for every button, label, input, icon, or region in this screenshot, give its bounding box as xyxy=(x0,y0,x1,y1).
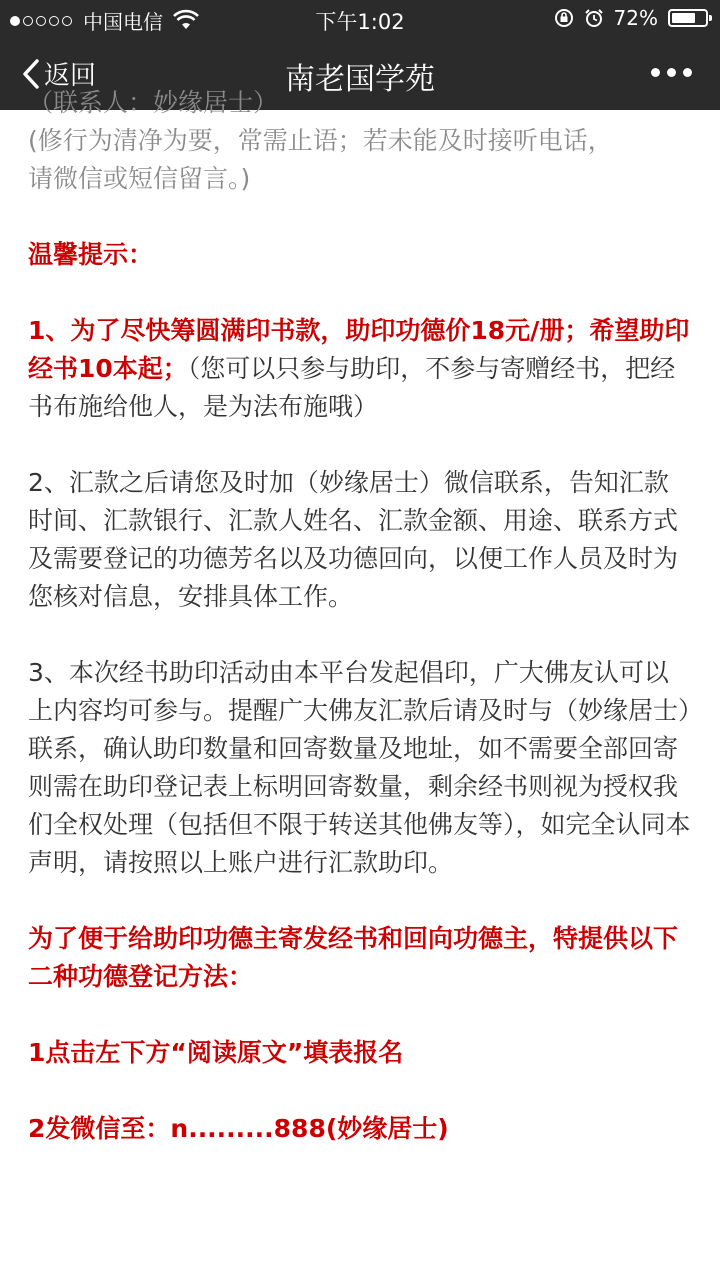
page-title: 南老国学苑 xyxy=(285,62,435,97)
tip-heading: 温馨提示： xyxy=(28,240,154,269)
gray-note: (修行为清净为要，常需止语；若未能及时接听电话， 请微信或短信留言。) xyxy=(28,126,613,193)
more-dot-icon xyxy=(667,68,676,77)
alarm-icon xyxy=(584,8,604,28)
status-time: 下午1:02 xyxy=(315,10,405,34)
method-2: 2发微信至：n.........888(妙缘居士) xyxy=(28,1114,449,1143)
more-dot-icon xyxy=(651,68,660,77)
battery-icon xyxy=(668,9,708,27)
tip-item-2: 2、汇款之后请您及时加（妙缘居士）微信联系，告知汇款时间、汇款银行、汇款人姓名、汇款金额、用途、联系方式及需要登记的功德芳名以及功德回向，以便工作人员及时为您核对信息，安排具体工作。 xyxy=(28,468,679,611)
status-bar xyxy=(0,0,720,38)
battery-percent: 72% xyxy=(613,6,658,30)
tip-item-1: 1、为了尽快筹圆满印书款，助印功德价18元/册；希望助印经书10本起；（您可以只参与助印，不参与寄赠经书，把经书布施给他人，是为法布施哦） xyxy=(28,316,690,421)
back-label: 返回 xyxy=(44,61,97,91)
method-heading: 为了便于给助印功德主寄发经书和回向功德主，特提供以下二种功德登记方法： xyxy=(28,924,679,991)
status-right xyxy=(544,6,708,30)
contact-line: （联系人：妙缘居士） xyxy=(28,88,279,117)
method-1: 1点击左下方“阅读原文”填表报名 xyxy=(28,1038,404,1067)
more-dot-icon xyxy=(683,68,692,77)
article-content xyxy=(0,88,720,1280)
tip-item-3: 3、本次经书助印活动由本平台发起倡印，广大佛友认可以上内容均可参与。提醒广大佛友汇款后请及时与（妙缘居士）联系，确认助印数量和回寄数量及地址，如不需要全部回寄则需在助印登记表上标明回寄数量，剩余经书则视为授权我们全权处理（包括但不限于转送其他佛友等），如完全认同本声明，请按照以上账户进行汇款助印。 xyxy=(28,658,691,877)
rotation-lock-icon xyxy=(554,8,574,28)
more-options-button[interactable] xyxy=(644,68,692,77)
carrier-label: 中国电信 xyxy=(83,10,163,34)
